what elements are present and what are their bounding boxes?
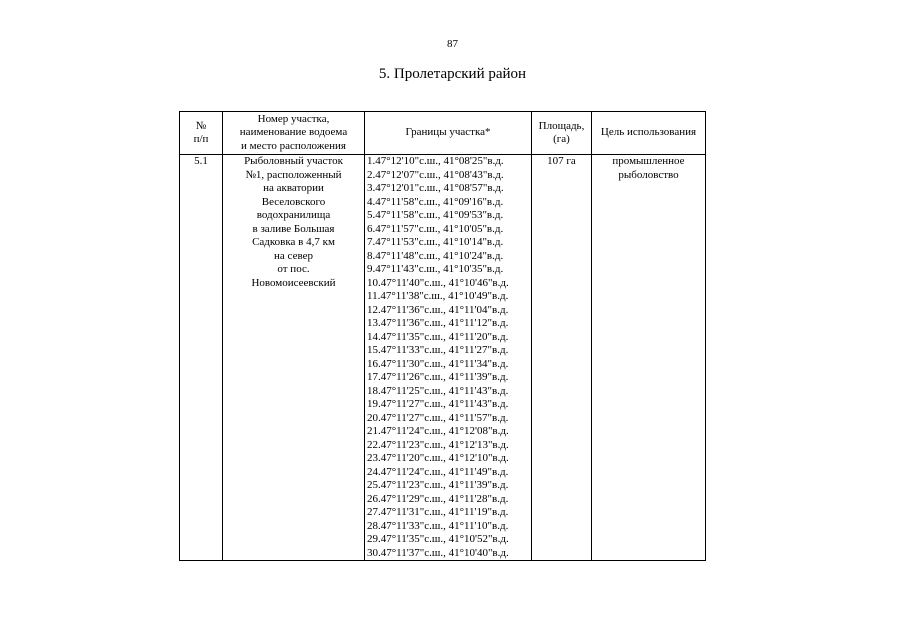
fishing-plots-table: [179, 111, 706, 561]
coordinate-item: 29.47°11'35"с.ш., 41°10'52"в.д.: [367, 533, 509, 545]
coordinate-item: 9.47°11'43"с.ш., 41°10'35"в.д.: [367, 263, 504, 275]
plot-name-line: №1, расположенный: [245, 168, 342, 181]
coordinate-item: 17.47°11'26"с.ш., 41°11'39"в.д.: [367, 371, 509, 383]
coordinate-item: 6.47°11'57"с.ш., 41°10'05"в.д.: [367, 222, 504, 235]
row-area: 107 га: [532, 155, 592, 561]
coordinate-item: 19.47°11'27"с.ш., 41°11'43"в.д.: [367, 398, 509, 410]
row-boundaries: [365, 155, 532, 561]
header-number-line: п/п: [193, 133, 209, 145]
plot-name-line: на акватории: [263, 182, 324, 194]
coordinate-item: 3.47°12'01"с.ш., 41°08'57"в.д.: [367, 182, 504, 194]
header-boundaries: Границы участка*: [365, 112, 532, 155]
header-plot-name: [223, 112, 365, 155]
table-header-row: [180, 112, 706, 155]
plot-name-line: Садковка в 4,7 км: [252, 236, 335, 248]
header-area-line: Площадь,: [538, 119, 585, 132]
plot-name-line: на север: [274, 249, 313, 262]
header-plot-name-line: и место расположения: [241, 139, 346, 152]
coordinate-item: 14.47°11'35"с.ш., 41°11'20"в.д.: [367, 330, 509, 343]
table-row: [180, 155, 706, 561]
plot-name-line: Новомоисеевский: [251, 276, 336, 289]
header-purpose: Цель использования: [592, 112, 706, 155]
header-area: [532, 112, 592, 155]
plot-name-line: в заливе Большая: [252, 222, 335, 235]
coordinate-item: 24.47°11'24"с.ш., 41°11'49"в.д.: [367, 465, 509, 478]
coordinate-item: 16.47°11'30"с.ш., 41°11'34"в.д.: [367, 357, 509, 370]
row-number: 5.1: [180, 155, 223, 561]
page-number: 87: [447, 38, 458, 50]
coordinate-item: 5.47°11'58"с.ш., 41°09'53"в.д.: [367, 209, 504, 221]
coordinate-item: 23.47°11'20"с.ш., 41°12'10"в.д.: [367, 452, 509, 464]
header-plot-name-line: Номер участка,: [257, 112, 330, 125]
header-plot-name-line: наименование водоема: [239, 126, 348, 139]
plot-name-line: Веселовского: [261, 195, 326, 208]
coordinate-item: 1.47°12'10"с.ш., 41°08'25"в.д.: [367, 155, 504, 167]
coordinate-item: 10.47°11'40"с.ш., 41°10'46"в.д.: [367, 276, 509, 289]
purpose-line: промышленное: [612, 155, 685, 167]
header-area-line: (га): [553, 133, 570, 145]
coordinate-item: 8.47°11'48"с.ш., 41°10'24"в.д.: [367, 249, 504, 262]
coordinate-item: 7.47°11'53"с.ш., 41°10'14"в.д.: [367, 236, 504, 248]
coordinate-item: 30.47°11'37"с.ш., 41°10'40"в.д.: [367, 546, 509, 559]
header-number: [180, 112, 223, 155]
coordinate-item: 2.47°12'07"с.ш., 41°08'43"в.д.: [367, 168, 504, 181]
header-number-line: №: [195, 119, 207, 132]
plot-name-line: Рыболовный участок: [244, 155, 343, 167]
coordinate-item: 25.47°11'23"с.ш., 41°11'39"в.д.: [367, 479, 509, 491]
coordinate-item: 20.47°11'27"с.ш., 41°11'57"в.д.: [367, 411, 509, 424]
coordinate-item: 4.47°11'58"с.ш., 41°09'16"в.д.: [367, 195, 504, 208]
coordinate-item: 11.47°11'38"с.ш., 41°10'49"в.д.: [367, 290, 509, 302]
coordinate-item: 12.47°11'36"с.ш., 41°11'04"в.д.: [367, 303, 509, 316]
section-title: 5. Пролетарский район: [378, 66, 527, 82]
row-purpose: [592, 155, 706, 561]
coordinate-item: 21.47°11'24"с.ш., 41°12'08"в.д.: [367, 425, 509, 437]
coordinate-item: 26.47°11'29"с.ш., 41°11'28"в.д.: [367, 492, 509, 505]
coordinate-item: 22.47°11'23"с.ш., 41°12'13"в.д.: [367, 438, 509, 451]
coordinate-item: 28.47°11'33"с.ш., 41°11'10"в.д.: [367, 519, 509, 532]
coordinate-item: 18.47°11'25"с.ш., 41°11'43"в.д.: [367, 384, 509, 397]
purpose-line: рыболовство: [618, 168, 679, 181]
coordinate-item: 15.47°11'33"с.ш., 41°11'27"в.д.: [367, 344, 509, 356]
plot-name-line: водохранилища: [256, 209, 331, 221]
coordinate-item: 13.47°11'36"с.ш., 41°11'12"в.д.: [367, 317, 509, 329]
coordinate-item: 27.47°11'31"с.ш., 41°11'19"в.д.: [367, 506, 509, 518]
plot-name-line: от пос.: [277, 263, 310, 275]
row-plot-name: [223, 155, 365, 561]
